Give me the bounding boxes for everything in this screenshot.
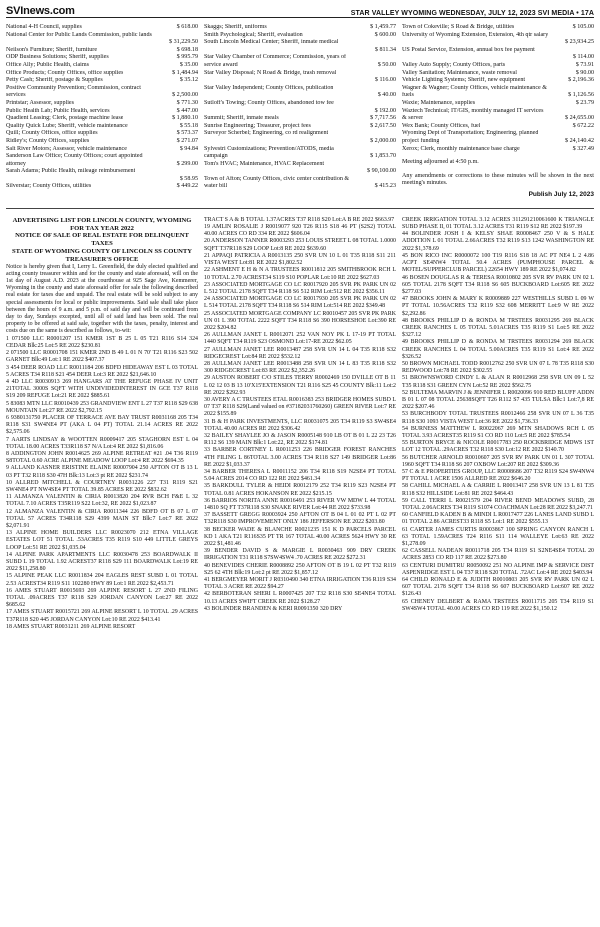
claim-line [6,100,198,108]
claim-vendor: attorney [6,160,26,167]
claim-amount: $ 600.00 [374,31,396,38]
claim-amount [394,100,396,108]
claim-line [6,70,198,78]
tax-record: CREEK IRRIGATION TOTAL 3.12 ACRES 311291210061600 K TRIANGLE SUBD PHASE II, 01 TOTAL 3.12 ACRES T31 R119 S12 RE 2022 $197.39 [402,216,594,231]
claim-amount: $ 1,459.77 [370,24,396,30]
claim-amount: $ 114.00 [572,54,594,61]
tax-record: 31 B & H PARK INVESTMENTS, LLC R0031075 205 T34 R119 S3 SW4SE4 TOTAL 40.00 ACRES RE 2022 $306.42 [204,418,396,432]
claim-amount: $ 271.07 [176,137,198,144]
claim-vendor: Town of Afton; County Offices, civic center contribution & [204,175,350,182]
claim-amount [394,70,396,78]
claim-vendor: project funding [402,137,440,144]
claim-amount [196,168,198,176]
claims-column-2 [204,24,396,198]
tax-record: 49 BROOKS PHILLIP D & RONDA M TRSTEES R0031294 269 BLACK CREEK RANCHES L 04 TOTAL 5.00ACRES T35 R119 S1 Lot:4 RE 2022 $326.52 [402,339,594,360]
claim-amount [394,161,396,169]
claim-line [6,54,198,62]
claim-line [6,168,198,176]
claim-amount: $ 299.00 [176,160,198,167]
claim-vendor: Quadient Leasing; Clerk, postage machine lease [6,115,124,122]
claim-amount: $ 90.00 [575,69,594,76]
claim-vendor: National 4-H Council, supplies [6,24,82,30]
tax-record: 9 ALLAND KASNER ERISTINE ELAINE R0007904 250 AFTON OT B 13 L 03 PT T32 R118 S30 47H Blk:13 Lot:3 pt RE 2022 $231.74 [6,465,198,479]
tax-record: 54 BURNESS MATTHEW L R0022067 269 MTN SHADOWS RCH L 05 TOTAL 3.93 ACREST35 R119 S1 CO RD 110 Lot:5 RE 2022 $785.54 [402,425,594,439]
claim-amount [394,146,396,154]
tax-record: 42 BERBOTERAN SHERI L R0007425 207 T32 R118 S30 SE4NE4 TOTAL 10.13 ACRES SWIFT CREEK RE 2022 $128.27 [204,591,396,605]
claim-vendor: Waztech Technical; IT/GIS, monthly managed IT services [402,107,544,114]
claim-vendor: Sanderson Law Office; County Offices; court appointed [6,153,143,160]
claim-line [6,39,198,47]
claim-vendor: water bill [204,183,228,190]
tax-record: 41 BERGMEYER MORIT J R0310490 340 ETNA IRRIGATION T36 R119 S34 TOTAL 3 ACRE RE 2022 $94.27 [204,577,396,591]
claim-line [204,183,396,191]
claim-vendor: Wyoming Dept of Transportation; Engineering, planned [402,130,539,137]
claim-line [402,39,594,47]
claim-line [402,77,594,85]
claim-line [204,47,396,55]
tax-record: 22 ASHMENT E H & N A TRUSTEES R0011812 205 SMITHBROOK RCH L 10 TOTAL 2.70 ACREST34 S119 S10 POPLAR Lot:10 RE 2022 $627.03 [204,267,396,281]
claim-line [204,32,396,40]
tax-record: 24 ASSOCIATED MORTGAGE CO LC R0017930 205 SVR PK PARK UN 02 L 514 TOTAL 2178 SQFT T34 R118 S6 514 RIM Lot:514 RE 2022 $349.48 [204,296,396,310]
notice-heading-3: STATE OF WYOMING COUNTY OF LINCOLN SS COUNTY TREASURER'S OFFICE [11,248,193,263]
tax-record: 20 ANDERSON TANNER R0003293 253 LOUIS STREET L 08 TOTAL 1.0000 SQFT T37R118 S29 LOOP Lot:8 RE 2022 $639.60 [204,238,396,252]
claim-line [6,176,198,184]
claim-line [402,138,594,146]
tax-record: 43 BOLINDER BRANDEN & KERI R0091350 320 DRY [204,605,343,612]
claim-vendor: Waxie; Maintenance, supplies [402,99,476,106]
claim-amount [394,39,396,47]
claims-column-3 [402,24,594,198]
claim-amount: $ 7,717.56 [370,115,396,122]
claim-line [204,115,396,123]
claim-line [204,62,396,70]
tax-sale-notice [6,217,594,907]
notice-heading-2: NOTICE OF SALE OF REAL ESTATE FOR DELINQUENT TAXES [15,232,189,248]
claim-line [204,24,396,32]
claim-vendor: Star Valley Disposal; N Road & Bridge, trash removal [204,69,337,76]
claim-vendor: service award [204,61,238,68]
claim-line [6,62,198,70]
tax-record: 18 AMES STUART R0031211 269 ALPINE RESORT [6,623,136,630]
claim-line [204,100,396,108]
claim-amount: $ 23,934.25 [565,39,594,46]
claim-amount: $ 24,140.42 [565,137,594,144]
claim-amount: $ 995.79 [176,54,198,61]
claim-vendor: Tom's HVAC; Maintenance, HVAC Replacement [204,160,325,167]
claim-vendor: Neilson's Furniture; Sheriff, furniture [6,46,98,53]
tax-record: 10 ALLRED MITCHELL & COURTNEY R0031226 227 T31 R119 S21 SW4NE4 PT NW4SE4 PT TOTAL 39.85 ACRES RE 2022 $832.62 [6,479,198,493]
tax-record: 7 AARTS LINDSAY & WOOTTEN R0009417 205 STAGHORN EST L 04 TOTAL 18.00 ACRES T33R118 S7 N/A Lot:4 RE 2022 $1,816.06 [6,436,198,450]
claim-line [402,100,594,108]
claim-line [204,92,396,100]
tax-record: 47 BROOKS JOHN & MARY K R0009889 227 WESTHILLS SUBD L 09 W PT TOTAL 10.56ACRES T32 R119 S32 608 MERRITT Lot:9 W RE 2022 $2,292.86 [402,296,594,317]
claim-line [402,146,594,154]
claim-line [204,70,396,78]
claim-line [6,183,198,191]
claim-vendor: National Center for Public Lands Commission, public lands [6,31,152,38]
tax-record: 15 ALPINE PEAK LLC R0011834 204 EAGLES REST SUBD L 01 TOTAL 2.53 ACREST34 R119 S11 102280 HWY 89 Lot:1 RE 2022 $2,453.71 [6,573,198,587]
masthead [6,4,594,18]
claim-amount: $ 73.91 [575,61,594,68]
claim-line [402,32,594,40]
section-divider [6,208,594,209]
tax-record: 5 83083 MTN LLC R0010439 253 GRANDVIEW ENT L 27 T37 R118 S29 638 MOUNTAIN Lot:27 RE 2022 $2,792.15 [6,400,198,414]
claim-vendor: Summit; Sheriff, inmate meals [204,115,279,122]
claim-vendor: Valley Sanitation; Maintenance, waste removal [402,69,517,76]
claim-line [6,138,198,146]
claim-amount: $ 1,880.10 [172,115,198,122]
issue-info: STAR VALLEY WYOMING WEDNESDAY, JULY 12, 2023 SVI MEDIA • 17A [350,10,594,17]
claim-amount [394,176,396,184]
claim-line [402,115,594,123]
claim-vendor: Printstar; Assessor, supplies [6,99,74,106]
tax-record: 52 BULTEMA MARVIN J & JENNIFER L R0020096 910 RED BLUFF ADDN B 01 L 07 08 TOTAL 25638SQFT T26 R112 S7 435 TULSA Blk:1 Lot:7,8 RE 2022 $207.46 [402,389,594,411]
claim-line [6,161,198,169]
tax-record: 56 BUTCHER ARNOLD R0010607 205 SVR RV PARK UN 01 L 307 TOTAL 1960 SQFT T34 R118 S6 207 OXBOW Lot:207 RE 2022 $309.36 [402,454,594,468]
claim-line [402,62,594,70]
claim-amount [592,32,594,40]
notice-intro: Notice is hereby given that I, Lerry L. Greenfield, the duly elected qualified and acting county treasurer within and for the county and state aforesaid, will on the 1st day of August A.D. 2023 at the courthouse at 925 Sage Ave, Kemmerer, Wyoming in the county and state aforesaid offer for sale the following described real estate for taxes due and unpaid. The real estate will be sold subject to any special assessments for local or public improvements. Said sale shall take place between the hours of 9 a.m. and 5 p.m. of said day and will be continued from day to day, Sundays excepted, until all of said land has been sold. The real property to be offered at said sale, together with the taxes, penalty, interest and costs due on the same is described as follows, to-wit: [6,263,198,335]
notice-column-3 [402,217,594,907]
tax-record: 17 AMES STUART R0015721 269 ALPINE RESORT L 10 TOTAL .29 ACRES T37R118 S20 445 JORDAN CANYON Lot:10 RE 2022 $413.41 [6,609,198,623]
claim-line [6,32,198,40]
tax-record: 35 BARKDULL TYLER & HEIDI R0012179 252 T34 R119 S23 N2SE4 PT TOTAL 0.81 ACRES HOKANSON RE 2022 $215.15 [204,483,396,497]
tax-record: 45 BON RICO INC R0000072 100 T19 R116 S18 18 AC PT NE4 L 2 4.86 ACPT SE4NW4 TOTAL 50.4 ACRES (PUMPHOUSE PARCEL & MOTEL/SUPPERCLUB PARCEL) 22654 HWY 189 RE 2022 $1,074.82 [402,252,594,274]
claim-amount: $ 2,500.00 [172,92,198,99]
claim-vendor: Office Ally; Public Health, claims [6,61,89,68]
tax-record: 25 ASSOCIATED MORTGAGE COMPANY LC R0010457 205 SVR PK PARK UN 01 L 390 TOTAL 2222 SQFT T34 R118 S6 390 HORSESHOE Lot:390 RE 2022 $204.82 [204,310,396,331]
claim-amount: $ 40.00 [377,92,396,99]
tax-record: 51 BROWNSWORD CINDY L & ALAN R R0012968 258 SVR UN 09 L 52 T35 R118 S31 GREEN CYN Lot:52 RE 2022 $562.75 [402,375,594,389]
claim-vendor: Sylvestri Customizations; Prevention/ATODS, media [204,145,334,152]
claim-amount: $ 35.00 [179,61,198,68]
claim-amount [196,153,198,161]
tax-record: 60 CANFIELD KADEN B & MINDI L R0017477 226 LANES LAND SUBD L 01 TOTAL 2.86 ACREST33 R118 S5 Lot:1 RE 2022 $555.13 [402,512,594,526]
claim-vendor: Quality Quick Lube; Sheriff, vehicle maintenance [6,122,128,129]
tax-record: 36 BARRIOS NORITA ANNE R0016491 253 RIVER VW MDW L 44 TOTAL 14810 SQ FT T37R118 S30 SNAKE RIVER Lot:44 RE 2022 $733.98 [204,497,396,511]
claim-amount [592,130,594,138]
claim-vendor: Vehicle Lighting Systems; Sheriff, new equipment [402,77,526,84]
claim-vendor: Wex Bank; County Offices, fuel [402,122,481,129]
claim-vendor: US Postal Service, Extension, annual box fee payment [402,46,535,53]
claim-amount: $ 90,100.00 [367,168,396,175]
claim-vendor: & server [402,115,424,122]
tax-record: 53 BURCHBODY TOTAL TRUSTEES R0012466 258 SVR UN 07 L 36 T35 R118 S30 1093 VISTA WEST Lot:36 RE 2022 $1,736.33 [402,411,594,425]
claim-vendor: Star Valley Chamber of Commerce; Commission, years of [204,54,347,61]
claim-amount: $ 1,126.56 [568,92,594,99]
tax-record: 59 CALL TERRI L R0021579 204 RIVER BEND MEADOWS SUBD, 28 TOTAL 2.06ACRES T34 R119 S1074 COACHMAN Lot:28 RE 2022 $3,247.71 [402,497,594,511]
tax-record: 4 4D LLC R0030913 269 HANGARS AT THE REFUGE PHASE IV UNIT 21TOTAL 3000S SQFT WITH UNDIVIDEDINTEREST IN GCE T37 R118 S19 209 REFUGE Lot:21 RE 2022 $885.61 [6,378,198,400]
tax-record: 29 AUSTON ROBERT C/O STILES TERRY R0002469 150 DVILLE OT B 11 L 02 12 03 B 13 10'X15'EXTENSION T21 R116 S25 45 COUNTY Blk:11 Lot:2 RE 2022 $292.93 [204,375,396,396]
tax-record: 44 BOLINDER JOSH I & KELSY SHAE R0008467 250 V & S HALE ADDITION L 01 TOTAL 2.66ACRES T32 R119 S13 1242 WASHINGTON RE 2022 $1,378.69 [402,231,594,252]
claim-line [204,54,396,62]
claim-amount [592,85,594,93]
notice-column-2 [204,217,396,907]
tax-record: 38 BECKER WADE & BLANCHE R0021235 151 K D PARCELS PARCEL KD 1 AKA T21 R116S35 PT TR 167 TOTAL 40.00 ACRES 5624 HWY 30 RE 2022 $1,481.46 [204,526,396,548]
claim-line [6,130,198,138]
tax-record: 37 BASSETT GREGG R0003924 250 AFTON OT B 04 L 01 02 PT L 02 PT T32R118 S30 IMPROVEMENT ONLY 186 JEFFERSON RE 2022 $203.80 [204,512,396,526]
claim-amount: $ 698.18 [176,46,198,53]
notice-column-1 [6,217,198,907]
claim-line [6,24,198,32]
tax-record: 12 ALMANZA VALENTIN & CIRIA R0011344 226 BDFD OT B 07 L 07 TOTAL 57 ACRES T34R118 S29 4399 MAIN ST Blk:7 Lot:7 RE 2022 $2,071.91 [6,508,198,529]
claim-amount: $ 24,655.00 [565,115,594,122]
claim-line [402,92,594,100]
tax-record: 3 454 DEER ROAD LLC R0011184 206 BDFD HIDEAWAY EST L 03 TOTAL 5 ACRES T34 R118 S21 454 DEER Lot:3 RE 2022 $21,646.10 [6,364,198,378]
claim-amount: $ 447.00 [176,107,198,114]
tax-record: 27 AULLMAN JANET LEE R0013487 258 SVR UN 14 L 04 T35 R118 S32 RIDGECREST Lot:84 RE 2022 $532.12 [204,346,396,360]
claim-line [204,130,396,138]
claim-amount: $ 2,196.36 [568,77,594,84]
tax-record: 65 CHENEY DELBERT & RAMA TRSTEES R0011715 205 T34 R119 S1 SW4SW4 TOTAL 40.00 ACRES CO RD 119 RE 2022 $1,150.12 [402,598,594,612]
claim-line [402,130,594,138]
claim-line [402,54,594,62]
tax-record: TRACT S A & B TOTAL 1.37ACRES T37 R118 S20 Lot:A B RE 2022 $663.97 [204,216,395,223]
claim-line [402,47,594,55]
claim-line [402,123,594,131]
claim-vendor: Smith Psychological; Sheriff, evaluation [204,31,303,38]
claim-line [402,24,594,32]
claim-line [6,146,198,154]
adjourned-text: Meeting adjourned at 4:50 p.m. [402,159,479,166]
records-list-1 [6,336,198,631]
publish-date: Publish July 12, 2023 [528,190,594,198]
claim-vendor: Quill; County Offices, office supplies [6,130,98,137]
claim-line [6,123,198,131]
claim-amount [394,54,396,62]
claim-vendor: Ridley's; County Offices, supplies [6,137,90,144]
claim-vendor: Public Health Lab; Public Health, services [6,107,110,114]
tax-record: 33 BARBER CORTNEY L R0011253 226 BRIDGER FOREST RANCHES 4TH FILING L 86TOTAL 3.00 ACRES T34 R118 S27 149 BRIDGER Lot:86 RE 2022 $1,033.37 [204,447,396,468]
claim-amount: $ 192.00 [374,107,396,114]
claim-amount: $ 94.84 [179,145,198,152]
notice-heading-1: ADVERTISING LIST FOR LINCOLN COUNTY, WYOMING FOR TAX YEAR 2022 [12,216,192,232]
claim-line [204,146,396,154]
claim-line [204,161,396,169]
claim-line [204,153,396,161]
claim-line [6,153,198,161]
claim-amount: $ 327.49 [572,145,594,152]
tax-record: 50 BROWN MICHAEL TODD R0012762 250 SVR UN 07 L 78 T35 R118 S30 REDWOOD Lot:78 RE 2022 $302.55 [402,360,594,375]
tax-record: 11 ALMANZA VALENTIN & CIRIA R0013820 204 RVR BCH F&E L 32 TOTAL 7.10 ACRES T35R119 S22 Lot:32, RE 2022 $1,023.87 [6,494,198,508]
tax-record: 64 CHILD RONALD E & JUDITH R0010803 205 SVR RV PARK UN 02 L 607 TOTAL 2178 SQFT T34 R118 S6 607 BUCKBOARD Lot:607 RE 2022 $126.43 [402,577,594,598]
tax-record: 8 ADDINGTON JOHN R0014625 269 ALPINE RETREAT #21 .04 T36 R119 S8TOTAL 0.60 ACRE ALPINE MEADOW LOOP Lot:4 RE 2022 $694.35 [6,450,198,465]
tax-record: 34 BARBER THERESA L R0011152 206 T34 R118 S19 N2SE4 PT TOTAL 5.04 ACRES 2014 CO RD 122 RE 2022 $461.34 [204,468,396,483]
tax-record: 57 C & E PROPERTIES GROUP, LLC R0008686 207 T32 R119 S24 SW4NW4 PT TOTAL 1 ACRE 1506 ALLRED RE 2022 $646.20 [402,468,594,483]
tax-record: 32 BAILEY SHAYLEE JO & JASON R0005148 910 LB OT B 01 L 22 23 T26 R112 S6 139 MAIN Blk:1 Lot:22, RE 2022 $174.81 [204,432,396,447]
minutes-claims-section [6,24,594,198]
claim-amount: $ 1,853.70 [370,153,396,160]
tax-record: 61 CARTER JAMES CURTIS R0003867 100 SPRING CANYON RANCH L 63 TOTAL 1.59ACRES T24 R116 S11 114 WALLEYE Lot:63 RE 2022 $1,278.09 [402,526,594,548]
tax-record: 23 ASSOCIATED MORTGAGE CO LC R0017920 205 SVR PK PARK UN 02 L 512 TOTAL 2178 SQFT T34 R118 S6 512 RIM Lot:512 RE 2022 $356.11 [204,281,396,295]
claim-line [204,77,396,85]
claims-column-1 [6,24,198,198]
claim-amount: $ 2,617.50 [370,122,396,129]
claim-vendor: ODP Business Solutions; Sheriff, supplies [6,54,109,61]
claim-amount: $ 672.22 [572,122,594,129]
claim-amount: $ 415.23 [374,183,396,190]
claim-amount: $ 105.00 [572,24,594,30]
claim-amount: $ 23.79 [575,99,594,106]
tax-record: 2 071500 LLC R0001708 151 KMER 2ND B 49 L 01 N 70' T21 R116 S23 502 GARNET Blk:49 Lot:1 RE 2022 $407.37 [6,350,198,364]
claims-list-3 [402,24,594,153]
claim-vendor: Skaggs; Sheriff, uniforms [204,24,267,30]
claim-line [204,138,396,146]
claim-line [6,47,198,55]
claim-vendor: Salt River Motors; Assessor, vehicle maintenance [6,145,127,152]
tax-record: 16 AMES STUART R0015693 269 ALPINE RESORT L 27 2ND FILING TOTAL .09ACRES T37 R118 S29 JORDAN CANYON Lot:27 RE 2022 $685.62 [6,587,198,609]
claim-vendor: fuels [402,92,414,99]
tax-record: 62 CASSELL NADEAN R0011718 205 T34 R119 S1 S2NE4SE4 TOTAL 20 ACRES 2853 CO RD 117 RE 2022 $273.80 [402,548,594,562]
tax-record: 39 BENDER DAVID S & MARGIE L R0030463 909 DRY CREEK IRRIGATION T31 R118 S7SW4SW4 .70 ACRES RE 2022 $272.31 [204,548,396,562]
claim-amount [394,130,396,138]
claim-amount [196,32,198,40]
tax-record: 46 BOSEN DOUGLAS R & TERESA R0010802 205 SVR RV PARK UN 02 L 605 TOTAL 2178 SQFT T34 R118 S6 605 BUCKBOARD Lot:605 RE 2022 $277.03 [402,274,594,295]
claim-amount: $ 116.00 [374,77,396,84]
claim-amount: $ 573.37 [176,130,198,137]
claim-vendor: Surveyor Scherbel; Engineering, co rd realignment [204,130,329,137]
amendments-text: Any amendments or corrections to these minutes will be shown in the next meeting's minutes. [402,172,594,187]
claim-vendor: South Lincoln Medical Center; Sheriff, inmate medical [204,39,339,46]
claim-line [204,168,396,176]
tax-record: 58 CAHILL MICHAEL A & CARRIE L R0013417 258 SVR UN 13 L 81 T35 R118 S32 HILLSIDE Lot:81 RE 2022 $464.43 [402,483,594,497]
claim-amount: $ 31,229.50 [169,39,198,46]
tax-record: 13 ALPINE HOME BUILDERS LLC R0023070 212 ETNA VILLAGE ESTATES LOT 51 TOTAL .53ACRES T35 R119 S10 449 LITTLE GREYS LOOP Lot:51 RE 2022 $1,035.04 [6,530,198,551]
claim-amount: $ 2,000.00 [370,137,396,144]
claim-amount: $ 618.00 [176,24,198,30]
claim-line [204,123,396,131]
claim-amount [592,108,594,116]
claim-vendor: Town of Cokeville; S Road & Bridge, utilities [402,24,515,30]
claim-amount: $ 55.18 [179,122,198,129]
claim-amount: $ 35.12 [179,77,198,84]
claim-amount: $ 449.22 [176,183,198,190]
claim-line [6,92,198,100]
claim-line [6,85,198,93]
claim-vendor: services [6,92,26,99]
claim-vendor: Silverstar; County Offices, utilities [6,183,92,190]
tax-record: 19 AMLIN ROSALIE J R0019077 920 T26 R115 S18 46 PT (S2S2) TOTAL 40.00 ACRES CO RD 334 RE 2022 $606.04 [204,224,396,238]
claim-vendor: Positive Community Prevention; Commission, contract [6,84,141,91]
claim-line [402,70,594,78]
claim-amount: $ 58.95 [179,175,198,182]
tax-record: 21 APPAQI PATRICIA A R0013135 250 SVR UN 10 L 01 T35 R118 S11 211 VISTA WEST Lot:81 RE 2022 $1,802.52 [204,252,396,267]
claim-vendor: Xerox; Clerk, monthly maintenance base charge [402,145,520,152]
claim-line [204,108,396,116]
tax-record: 63 CENTURI DUMITRU R0050092 251 NO ALPINE IMP & SERVICE DIST ASPENRIDGE EST L 04 T37 R118 S20 TOTAL .72AC Lot:4 RE 2022 $403.94 [402,562,594,576]
claim-vendor: Wagner & Wagner; County Offices, vehicle maintenance & [402,84,547,91]
claim-amount: $ 1,484.94 [172,69,198,76]
claim-vendor: Valley Auto Supply; County Offices, parts [402,61,506,68]
tax-record: 26 AULLMAN JANET L R0012071 252 VAN NOY PK L 17-19 PT TOTAL 1440 SQFT T34 R119 S23 OSMOND Lot:17-RE 2022 $62.05 [204,332,396,346]
claim-line [402,85,594,93]
claim-vendor: Petty Cash; Sheriff, postage & Supplies [6,77,103,84]
claim-vendor: campaign [204,153,228,160]
tax-record: 6 9380131750 PLACER OF TERRACE AVE BAY TRUST R0031168 205 T34 R118 S31 SW4NE4 PT (AKA L 04 PT) TOTAL 21.14 ACRES RE 2022 $2,575.06 [6,414,198,436]
claim-line [204,85,396,93]
claim-line [6,108,198,116]
claim-line [204,176,396,184]
claim-amount [592,47,594,55]
tax-record: 40 BENEVIDES CHERIE R0008892 250 AFTON OT B 19 L 02 PT T32 R119 S25 62 4TH Blk:19 Lot:2 pt RE 2022 $1,857.12 [204,562,396,576]
claim-vendor: Sutloff's Towing; County Offices, abandoned tow fee [204,99,334,106]
claim-vendor: Star Valley Independent; County Offices, publication [204,84,334,91]
claim-amount: $ 50.00 [377,61,396,68]
tax-record: 1 071500 LLC R0001207 151 KMER 1ST B 25 L 05 T21 R116 S14 324 CEDAR Blk:25 Lot:5 RE 2022 $230.81 [6,335,198,349]
claim-line [6,77,198,85]
claim-amount: $ 811.34 [374,46,396,53]
claim-line [6,115,198,123]
claim-vendor: Sunrise Engineering; Treasurer, project fees [204,122,311,129]
tax-record: 30 AVERY A C TRUSTEES ETAL R0016383 253 BRIDGER HOMES SUBD L 07 T37 R118 S29(Land valued on #37182031760260) GREEN RIVER Lot:7 RE 2022 $155.89 [204,396,396,418]
claim-amount [394,85,396,93]
tax-record: 14 ALPINE PARK APARTMENTS LLC R0030478 253 BOARDWALK II SUBD L 19 TOTAL 1.92 ACREST37 R118 S29 111 BOARDWALK Lot:19 RE 2022 $11,258.80 [6,551,198,573]
claim-vendor: University of Wyoming Extension, Extension, 4th qtr salary [402,31,549,38]
tax-record: 48 BROOKS PHILLIP D & RONDA M TRSTEES R0031295 269 BLACK CREEK RANCHES L 05 TOTAL 5.01ACRES T35 R119 S1 Lot:5 RE 2022 $327.12 [402,317,594,339]
claim-vendor: Office Products; County Offices, office supplies [6,69,124,76]
claim-line [402,108,594,116]
claim-amount [196,85,198,93]
claim-line [204,39,396,47]
tax-record: 55 BURTON BRYCE & NICOLE R0017783 250 ROCKBRIDGE MDWS 1ST LOT 12 TOTAL .29ACRES T32 R118 S30 Lot:12 RE 2022 $140.70 [402,440,594,454]
claim-amount: $ 771.30 [176,99,198,106]
claim-vendor: Sarah Adams; Public Health, mileage reimbursement [6,168,136,175]
tax-record: 28 AULLMAN JANET LEE R0013488 258 SVR UN 14 L 83 T35 R118 S32 300 RIDGECREST Lot:83 RE 2022 $2,352.26 [204,360,396,375]
site-name[interactable]: SVInews.com [6,5,75,17]
